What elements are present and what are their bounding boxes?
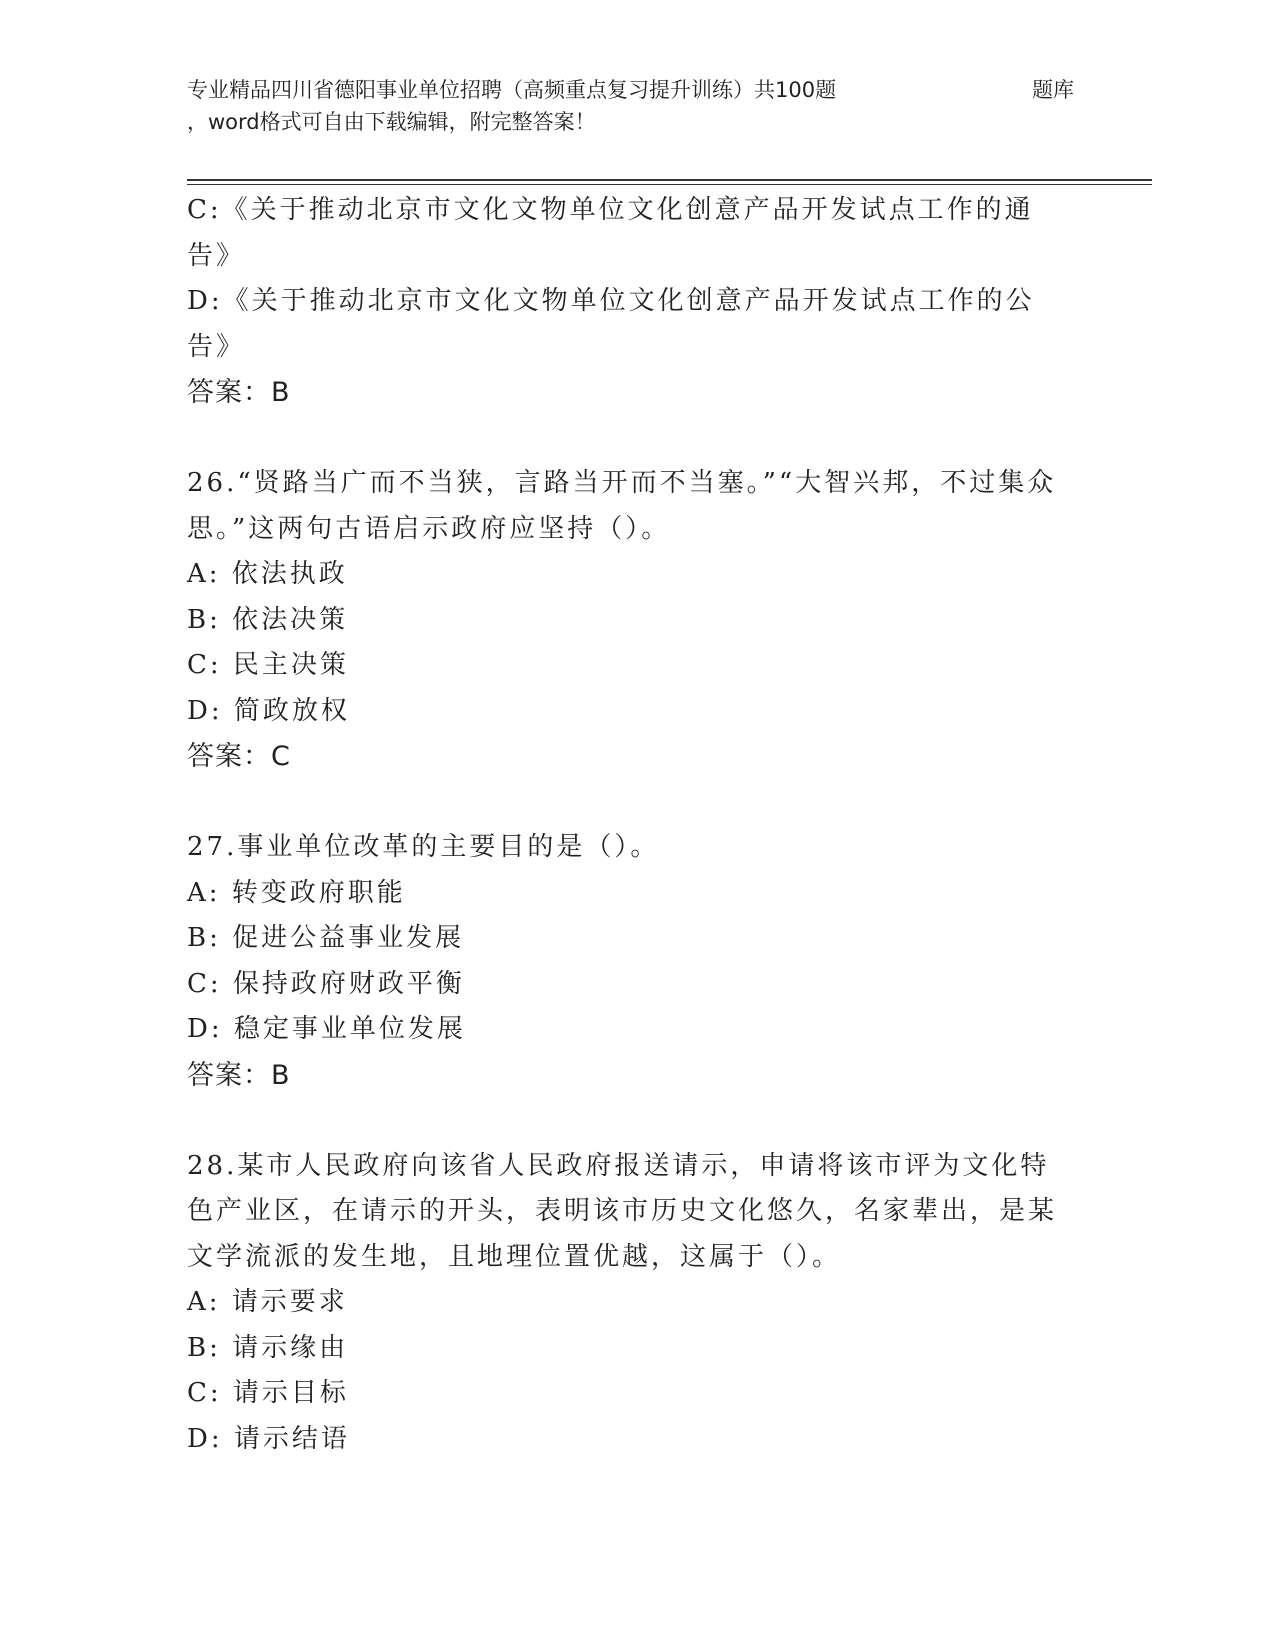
answer-27: 答案：B xyxy=(187,1059,291,1091)
header-line2: ，word格式可自由下载编辑，附完整答案！ xyxy=(187,110,596,134)
question-27-option-d: D: 稳定事业单位发展 xyxy=(187,1014,466,1044)
answer-26: 答案：C xyxy=(187,741,291,772)
spacer xyxy=(187,780,1077,826)
page-header xyxy=(187,74,1087,138)
question-26-option-b: B: 依法决策 xyxy=(187,604,349,635)
question-27-stem: 27.事业单位改革的主要目的是（）。 xyxy=(187,832,660,862)
spacer xyxy=(187,416,1077,462)
header-divider-thick xyxy=(187,179,1152,181)
question-26-option-d: D: 简政放权 xyxy=(187,695,350,726)
header-title: 专业精品四川省德阳事业单位招聘（高频重点复习提升训练）共100题 xyxy=(187,78,837,102)
option-d: D:《关于推动北京市文化文物单位文化创意产品开发试点工作的公告》 xyxy=(187,286,1035,362)
header-line1 xyxy=(187,74,1087,106)
question-26-stem: 26.“贤路当广而不当狭，言路当开而不当塞。”“大智兴邦，不过集众思。”这两句古语启示政府应坚持（）。 xyxy=(187,468,1057,544)
question-28-option-d: D: 请示结语 xyxy=(187,1423,350,1454)
option-c: C:《关于推动北京市文化文物单位文化创意产品开发试点工作的通告》 xyxy=(187,195,1034,271)
spacer xyxy=(187,1098,1077,1144)
question-28-option-c: C: 请示目标 xyxy=(187,1378,349,1408)
document-body xyxy=(187,188,1077,1462)
question-27-option-b: B: 促进公益事业发展 xyxy=(187,923,465,953)
answer-25: 答案：B xyxy=(187,377,291,408)
question-28-stem: 28.某市人民政府向该省人民政府报送请示，申请将该市评为文化特色产业区，在请示的开头，表明该市历史文化悠久，名家辈出，是某文学流派的发生地，且地理位置优越，这属于（）。 xyxy=(187,1150,1058,1272)
question-28-option-b: B: 请示缘由 xyxy=(187,1332,349,1363)
question-27-option-a: A: 转变政府职能 xyxy=(187,877,406,908)
header-tag: 题库 xyxy=(1032,78,1074,102)
question-26-option-a: A: 依法执政 xyxy=(187,559,348,589)
question-26-option-c: C: 民主决策 xyxy=(187,650,349,680)
question-28-option-a: A: 请示要求 xyxy=(187,1287,348,1317)
header-divider-thin xyxy=(187,184,1152,185)
question-27-option-c: C: 保持政府财政平衡 xyxy=(187,968,465,999)
